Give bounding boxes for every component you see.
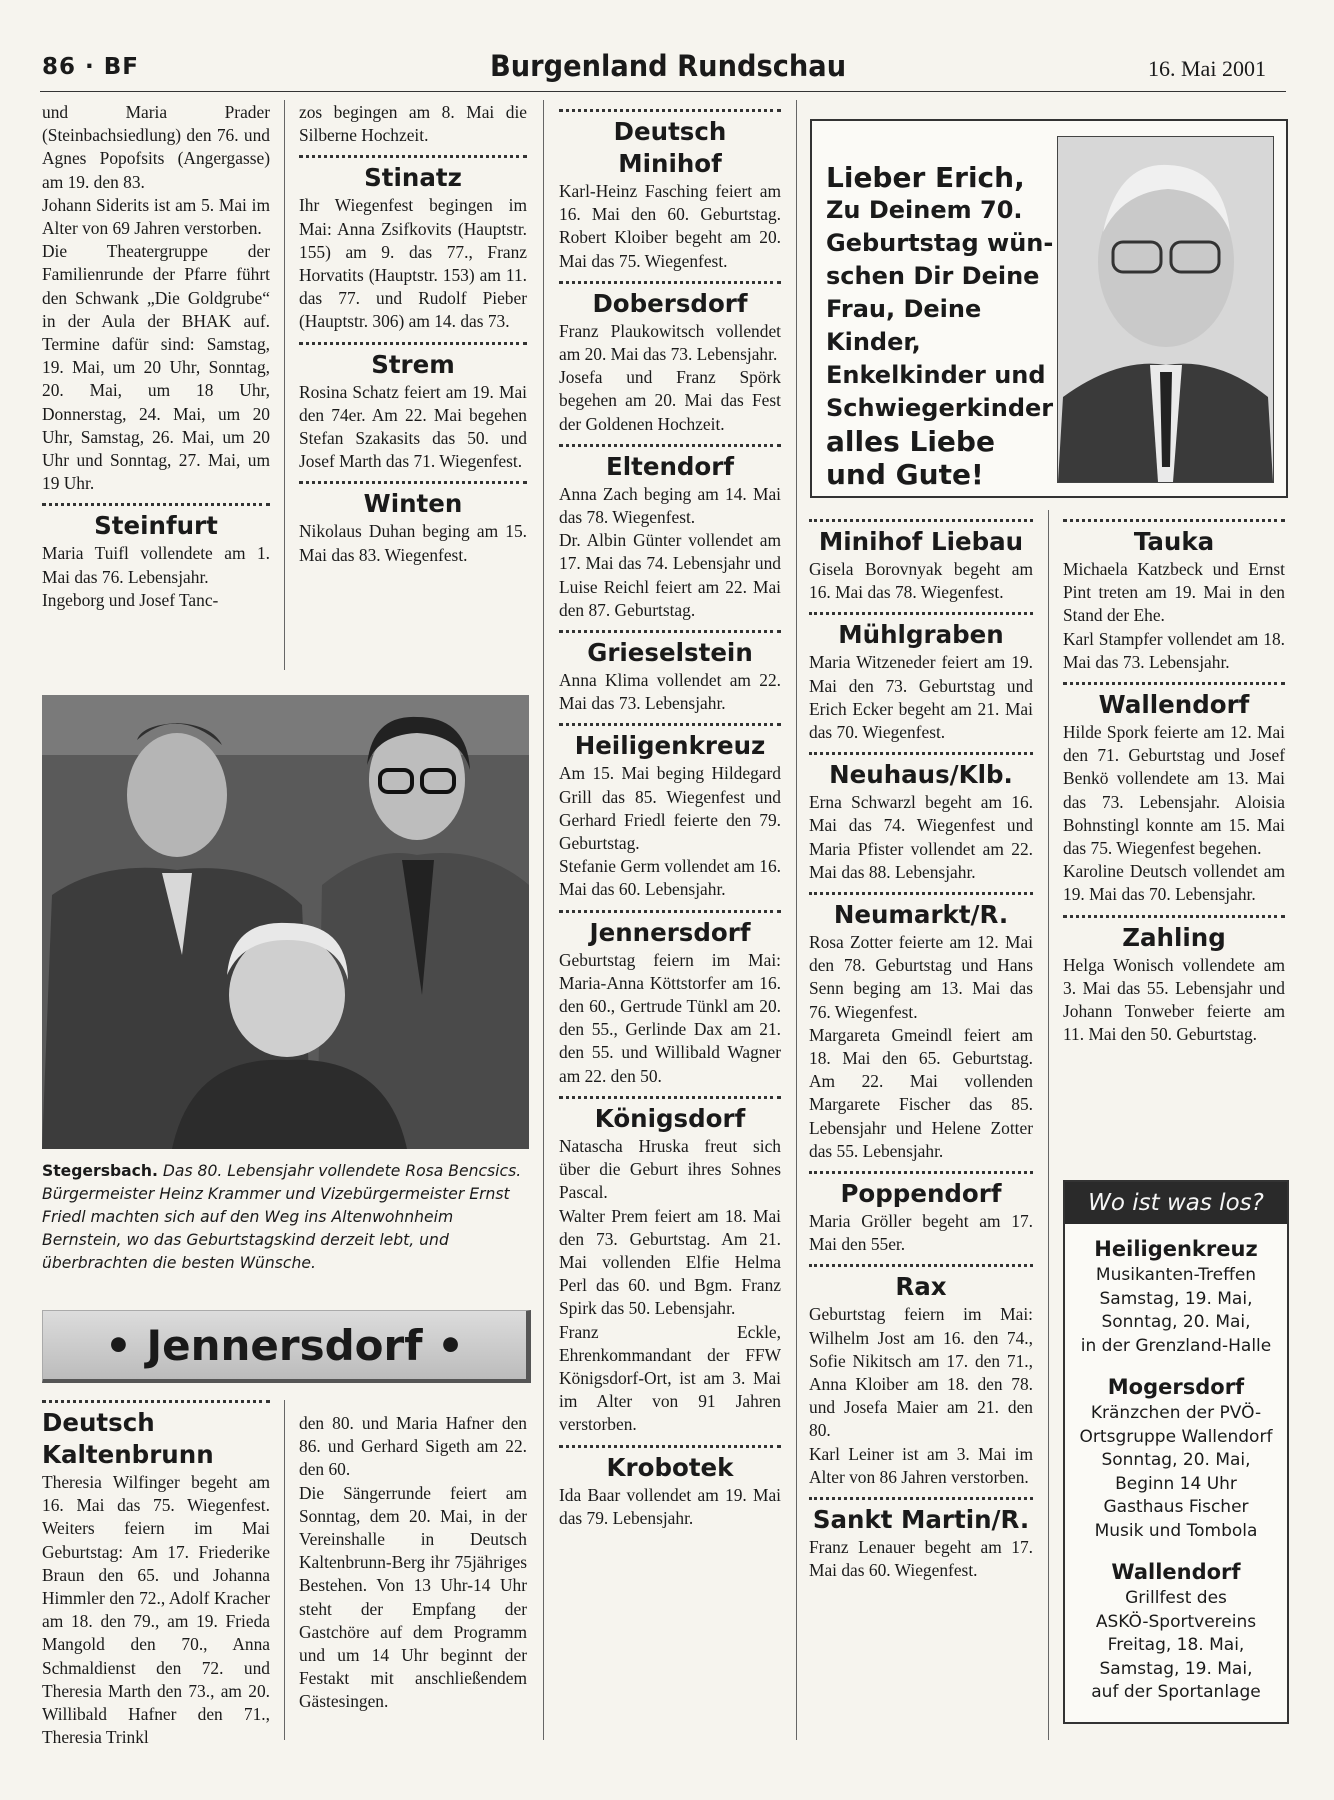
event-town: Wallendorf [1111, 1560, 1241, 1584]
photo-illustration [42, 695, 529, 1149]
article-paragraph: zos begingen am 8. Mai die Silberne Hochzeit. [299, 102, 527, 146]
article-paragraph: Geburtstag feiern im Mai: Wilhelm Jost am 16. den 74., Sofie Nikitsch am 17. den 71., Anna Kloiber am 18. den 78. und Josefa Maier am 21. den 80. [809, 1304, 1033, 1441]
caption-text: Das 80. Lebensjahr vollendete Rosa Bencsics. Bürgermeister Heinz Krammer und Vizebürgermeister Ernst Friedl machten sich auf den Weg ins Altenwohnheim Bernstein, wo das Geburtstagskind derzeit lebt, und überbrachten die besten Wünsche. [42, 1162, 522, 1272]
dotted-separator [559, 630, 781, 633]
section-heading: Dobersdorf [592, 288, 748, 318]
section-heading: Grieselstein [587, 638, 753, 668]
newspaper-title: Burgenland Rundschau [490, 49, 847, 83]
article-paragraph: Michaela Katzbeck und Ernst Pint treten am 19. Mai in den Stand der Ehe. [1063, 559, 1285, 626]
portrait-photo [1057, 136, 1274, 483]
dotted-separator [559, 723, 781, 726]
event-gap [1071, 1543, 1281, 1557]
greeting-line: Geburtstag wün- [826, 229, 1054, 257]
photo-caption [42, 1160, 532, 1275]
article-paragraph: Helga Wonisch vollendete am 3. Mai das 55. Lebensjahr und Johann Tonweber feierte am 11. Mai den 50. Geburtstag. [1063, 954, 1285, 1045]
dotted-separator [1063, 915, 1285, 918]
column-a-lower [42, 1392, 270, 1749]
dotted-separator [559, 1445, 781, 1448]
page-number: 86 · BF [42, 54, 140, 80]
events-list [1065, 1224, 1287, 1705]
event-detail: Freitag, 18. Mai, [1107, 1635, 1245, 1655]
section-heading: Krobotek [606, 1452, 734, 1482]
article-paragraph: Maria Witzeneder feiert am 19. Mai den 73. Geburtstag und Erich Ecker begeht am 21. Mai das 70. Wiegenfest. [809, 652, 1033, 743]
dotted-separator [299, 481, 527, 484]
article-paragraph: Franz Eckle, Ehrenkommandant der FFW Königsdorf-Ort, ist am 3. Mai im Alter von 91 Jahren verstorben. [559, 1321, 781, 1435]
greeting-line: Enkelkinder und [826, 361, 1046, 389]
caption-town: Stegersbach. [42, 1162, 158, 1180]
column-rule [284, 1400, 285, 1740]
greeting-line: Zu Deinem 70. [826, 196, 1023, 224]
article-paragraph: Die Sängerrunde feiert am Sonntag, dem 20. Mai, in der Vereinshalle in Deutsch Kaltenbrunn-Berg ihr 75jähriges Bestehen. Von 13 Uhr-14 Uhr steht der Empfang der Gastchöre auf dem Programm und um 14 Uhr beginnt der Festakt mit anschließendem Gästesingen. [299, 1482, 527, 1712]
article-paragraph: Josefa und Franz Spörk begehen am 20. Mai das Fest der Goldenen Hochzeit. [559, 367, 781, 434]
dotted-separator [809, 1264, 1033, 1267]
section-heading: Strem [371, 349, 455, 379]
event-detail: Sonntag, 20. Mai, [1101, 1450, 1251, 1470]
dotted-separator [42, 503, 270, 506]
article-paragraph: Franz Lenauer begeht am 17. Mai das 60. Wiegenfest. [809, 1537, 1033, 1581]
section-heading: Poppendorf [840, 1179, 1002, 1209]
dotted-separator [809, 1497, 1033, 1500]
dotted-separator [559, 281, 781, 284]
event-detail: auf der Sportanlage [1091, 1682, 1261, 1702]
dotted-separator [299, 155, 527, 158]
article-paragraph: Geburtstag feiern im Mai: Maria-Anna Köttstorfer am 16. den 60., Gertrude Tünkl am 20. den 55., Gerlinde Dax am 21. den 55. und Willibald Wagner am 22. den 50. [559, 949, 781, 1086]
greeting-line: Lieber Erich, [826, 161, 1025, 194]
section-heading: Mühlgraben [838, 620, 1004, 650]
event-detail: Musik und Tombola [1094, 1520, 1258, 1541]
article-paragraph: Karl Stampfer vollendet am 18. Mai das 73. Lebensjahr. [1063, 628, 1285, 672]
column-3 [559, 101, 781, 1530]
dotted-separator [809, 892, 1033, 895]
article-paragraph: Nikolaus Duhan beging am 15. Mai das 83. Wiegenfest. [299, 521, 527, 565]
article-paragraph: Karl Leiner ist am 3. Mai im Alter von 86 Jahren verstorben. [809, 1443, 1033, 1487]
events-box [1063, 1180, 1289, 1724]
greeting-line: alles Liebe [826, 425, 995, 458]
section-heading: Jennersdorf [589, 917, 751, 947]
section-heading: Tauka [1133, 527, 1215, 556]
dotted-separator [809, 752, 1033, 755]
article-paragraph: Rosa Zotter feierte am 12. Mai den 78. Geburtstag und Hans Senn beging am 13. Mai das 76. Wiegenfest. [809, 932, 1033, 1022]
column-1 [42, 101, 270, 612]
section-heading: Stinatz [364, 163, 462, 193]
section-heading: Deutsch Kaltenbrunn [42, 1408, 214, 1469]
column-rule [284, 100, 285, 670]
event-detail: Sonntag, 20. Mai, [1101, 1312, 1251, 1332]
article-paragraph: und Maria Prader (Steinbachsiedlung) den 76. und Agnes Popofsits (Angergasse) am 19. den 83. [42, 102, 270, 192]
section-heading: Eltendorf [605, 451, 734, 481]
event-detail: Samstag, 19. Mai, [1099, 1658, 1253, 1679]
column-5 [1063, 511, 1285, 1046]
event-detail: Gasthaus Fischer [1103, 1497, 1249, 1517]
dotted-separator [1063, 682, 1285, 685]
section-heading: Winten [363, 489, 463, 519]
event-detail: Kränzchen der PVÖ- [1090, 1403, 1262, 1423]
greeting-line: Frau, Deine Kinder, [826, 295, 982, 356]
dotted-separator [809, 612, 1033, 615]
dotted-separator [809, 519, 1033, 522]
portrait-illustration [1058, 137, 1273, 482]
event-gap [1071, 1358, 1281, 1372]
section-heading: Deutsch Minihof [613, 117, 727, 178]
header-rule [40, 91, 1286, 92]
section-heading: Neuhaus/Klb. [829, 760, 1013, 790]
event-detail: Musikanten-Treffen [1095, 1265, 1257, 1285]
section-heading: Heiligenkreuz [574, 731, 766, 761]
article-paragraph: Karl-Heinz Fasching feiert am 16. Mai den 60. Geburtstag. Robert Kloiber begeht am 20. Mai das 75. Wiegenfest. [559, 181, 781, 271]
event-detail: Samstag, 19. Mai, [1099, 1288, 1253, 1309]
article-paragraph: Erna Schwarzl begeht am 16. Mai das 74. Wiegenfest und Maria Pfister vollendet am 22. Mai das 88. Lebensjahr. [809, 792, 1033, 882]
article-paragraph: Maria Gröller begeht am 17. Mai den 55er. [809, 1211, 1033, 1255]
article-paragraph: Walter Prem feiert am 18. Mai den 73. Geburtstag. Am 21. Mai vollenden Elfie Helma Perl das 60. und Bgm. Franz Spirk das 50. Lebensjahr. [559, 1205, 781, 1319]
column-rule [796, 100, 797, 1740]
article-paragraph: Gisela Borovnyak begeht am 16. Mai das 78. Wiegenfest. [809, 559, 1033, 603]
dotted-separator [809, 1171, 1033, 1174]
section-heading: Zahling [1122, 922, 1226, 952]
event-town: Mogersdorf [1107, 1375, 1245, 1399]
section-heading: Rax [895, 1272, 947, 1302]
article-paragraph: Anna Zach beging am 14. Mai das 78. Wiegenfest. [559, 483, 781, 528]
column-4 [809, 511, 1033, 1583]
article-paragraph: Stefanie Germ vollendet am 16. Mai das 60. Lebensjahr. [559, 856, 781, 900]
dotted-separator [299, 342, 527, 345]
section-heading: Königsdorf [594, 1103, 746, 1133]
greeting-line: und Gute! [826, 458, 984, 491]
greeting-line: Schwiegerkinder [826, 394, 1054, 422]
article-paragraph: Die Theatergruppe der Familienrunde der Pfarre führt den Schwank „Die Goldgrube“ in der Aula der BHAK auf. Termine dafür sind: Samstag, 19. Mai, um 20 Uhr, Sonntag, 20. Mai, um 18 Uhr, Donnerstag, 24. Mai, um 20 Uhr, Samstag, 26. Mai, um 20 Uhr und Sonntag, 27. Mai, um 19 Uhr. [42, 241, 270, 494]
column-rule [1048, 510, 1049, 1740]
column-b-lower [299, 1412, 527, 1714]
dotted-separator [1063, 519, 1285, 522]
column-rule [543, 100, 544, 1740]
article-paragraph: Ingeborg und Josef Tanc- [42, 589, 219, 610]
greeting-text [826, 161, 1056, 491]
events-title: Wo ist was los? [1065, 1182, 1287, 1224]
dotted-separator [42, 1400, 270, 1403]
article-paragraph: Natascha Hruska freut sich über die Geburt ihres Sohnes Pascal. [559, 1135, 781, 1203]
section-heading: Neumarkt/R. [833, 900, 1009, 930]
event-detail: in der Grenzland-Halle [1080, 1335, 1272, 1356]
dotted-separator [559, 910, 781, 913]
article-paragraph: Rosina Schatz feiert am 19. Mai den 74er. Am 22. Mai begehen Stefan Szakasits das 50. und Josef Marth das 71. Wiegenfest. [299, 381, 527, 472]
dotted-separator [559, 444, 781, 447]
article-paragraph: Theresia Wilfinger begeht am 16. Mai das 75. Wiegenfest. Weiters feiern im Mai Geburtstag: Am 17. Friederike Braun den 65. und Johanna Himmler den 72., Adolf Kracher am 18. den 79., am 19. Frieda Mangold den 70., Anna Schmaldienst den 72. und Theresia Marth den 73., am 20. Willibald Hafner den 71., Theresia Trinkl [42, 1472, 270, 1748]
article-paragraph: Dr. Albin Günter vollendet am 17. Mai das 74. Lebensjahr und Luise Reichl feiert am 22. Mai den 87. Geburtstag. [559, 530, 781, 620]
section-heading: Steinfurt [94, 511, 218, 541]
section-banner: • Jennersdorf • [42, 1310, 531, 1383]
event-detail: Grillfest des [1125, 1588, 1227, 1608]
article-paragraph: Am 15. Mai beging Hildegard Grill das 85. Wiegenfest und Gerhard Friedl feierte den 79. Geburtstag. [559, 763, 781, 854]
article-paragraph: Ihr Wiegenfest begingen im Mai: Anna Zsifkovits (Hauptstr. 155) am 9. das 77., Franz Horvatits (Hauptstr. 153) am 11. das 77. und Rudolf Pieber (Hauptstr. 306) am 14. das 73. [299, 195, 527, 332]
column-2 [299, 101, 527, 567]
article-paragraph: Anna Klima vollendet am 22. Mai das 73. Lebensjahr. [559, 670, 781, 714]
group-photo [42, 695, 529, 1149]
event-detail: Ortsgruppe Wallendorf [1079, 1426, 1273, 1447]
issue-date: 16. Mai 2001 [1148, 56, 1266, 81]
article-paragraph: Hilde Spork feierte am 12. Mai den 71. Geburtstag und Josef Benkö vollendete am 13. Mai das 73. Lebensjahr. Aloisia Bohnstingl konnte am 15. Mai das 75. Wiegenfest begehen. [1063, 722, 1285, 859]
article-paragraph: Margareta Gmeindl feiert am 18. Mai den 65. Geburtstag. Am 22. Mai vollenden Margarete Fischer das 85. Lebensjahr und Helene Zotter das 55. Lebensjahr. [809, 1024, 1033, 1161]
article-paragraph: den 80. und Maria Hafner den 86. und Gerhard Sigeth am 22. den 60. [299, 1413, 527, 1480]
dotted-separator [559, 1096, 781, 1099]
article-paragraph: Franz Plaukowitsch vollendet am 20. Mai das 73. Lebensjahr. [559, 320, 781, 365]
article-paragraph: Ida Baar vollendet am 19. Mai das 79. Lebensjahr. [559, 1484, 781, 1528]
article-paragraph: Maria Tuifl vollendete am 1. Mai das 76. Lebensjahr. [42, 543, 270, 587]
event-detail: ASKÖ-Sportvereins [1095, 1611, 1257, 1632]
event-detail: Beginn 14 Uhr [1115, 1473, 1237, 1494]
article-paragraph: Johann Siderits ist am 5. Mai im Alter von 69 Jahren verstorben. [42, 194, 270, 239]
greeting-ad [810, 119, 1288, 498]
event-town: Heiligenkreuz [1094, 1237, 1258, 1261]
section-heading: Sankt Martin/R. [812, 1505, 1030, 1535]
dotted-separator [559, 109, 781, 112]
article-paragraph: Karoline Deutsch vollendet am 19. Mai das 70. Lebensjahr. [1063, 861, 1285, 905]
section-heading: Wallendorf [1098, 690, 1250, 720]
greeting-line: schen Dir Deine [826, 262, 1040, 290]
section-heading: Minihof Liebau [818, 527, 1024, 556]
